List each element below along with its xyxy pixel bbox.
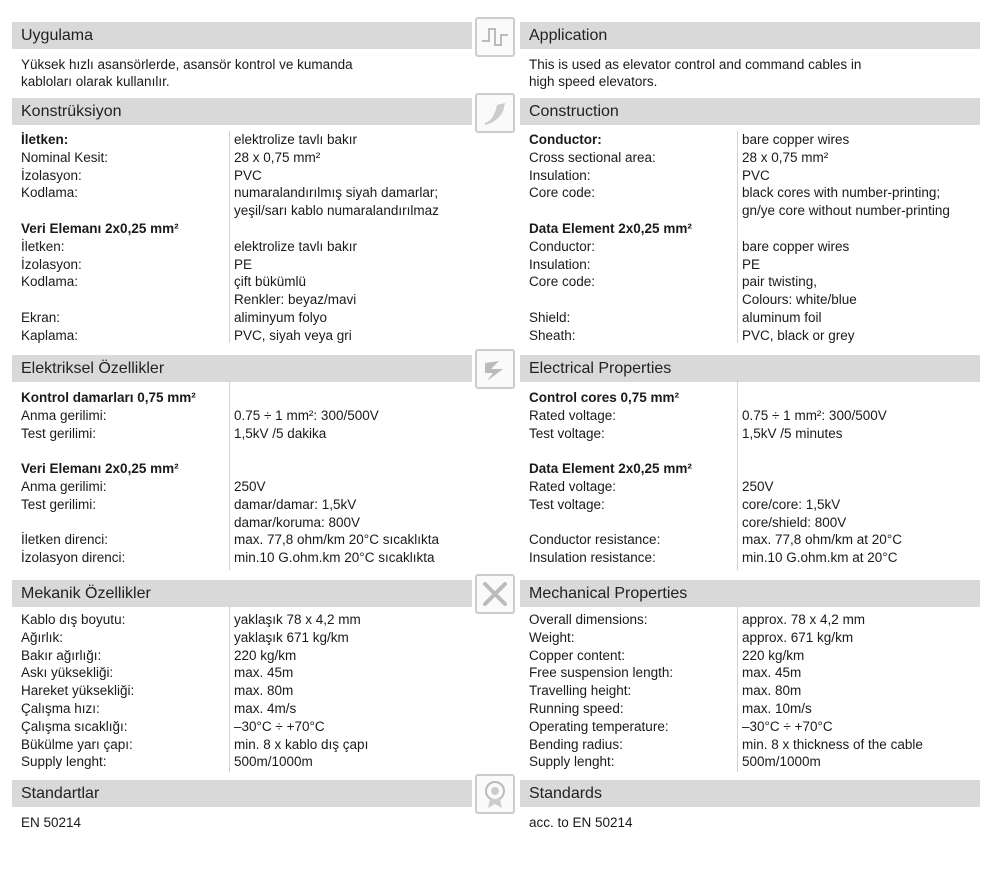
spec-label: İletken: xyxy=(21,132,69,147)
spec-row xyxy=(21,664,472,682)
spec-row xyxy=(529,753,980,771)
spec-label: Hareket yüksekliği: xyxy=(21,683,135,699)
spec-label: Çalışma sıcaklığı: xyxy=(21,718,128,734)
spec-value: max. 45m xyxy=(742,665,802,681)
spec-label: İzolasyon direnci: xyxy=(21,550,126,566)
spec-value: 1,5kV /5 dakika xyxy=(234,425,327,441)
spec-row xyxy=(529,664,980,682)
spec-row xyxy=(529,496,980,514)
spec-row xyxy=(21,736,472,754)
spec-value: yaklaşık 78 x 4,2 mm xyxy=(234,612,361,627)
spec-row xyxy=(21,273,472,291)
spec-value: 1,5kV /5 minutes xyxy=(742,425,843,441)
spec-row xyxy=(529,273,980,291)
spec-value: bare copper wires xyxy=(742,238,850,254)
spec-row xyxy=(21,700,472,718)
spec-value: damar/damar: 1,5kV xyxy=(234,496,357,512)
spec-row xyxy=(21,753,472,771)
spec-value: elektrolize tavlı bakır xyxy=(234,238,358,254)
spec-value: core/core: 1,5kV xyxy=(742,496,841,512)
text-line: This is used as elevator control and command cables in xyxy=(529,57,862,72)
divider xyxy=(737,606,738,772)
spec-label: Bakır ağırlığı: xyxy=(21,647,102,663)
spec-row xyxy=(529,478,980,496)
spec-value: damar/koruma: 800V xyxy=(234,514,361,530)
section-header: Construction xyxy=(520,98,980,125)
spec-label: Supply lenght: xyxy=(21,754,107,770)
divider xyxy=(229,131,230,343)
spec-row xyxy=(21,514,472,532)
spec-value: PVC, siyah veya gri xyxy=(234,327,352,343)
spec-row xyxy=(529,167,980,185)
spec-row xyxy=(21,629,472,647)
spec-row xyxy=(529,718,980,736)
spec-label: Core code: xyxy=(529,274,596,290)
spec-label: Insulation resistance: xyxy=(529,550,656,566)
spec-value: yeşil/sarı kablo numaralandırılmaz xyxy=(234,203,439,219)
spec-label: Conductor: xyxy=(529,238,596,254)
spec-value: max. 4m/s xyxy=(234,701,297,716)
spec-label: Anma gerilimi: xyxy=(21,479,107,494)
spec-row xyxy=(21,256,472,274)
spec-label: Kodlama: xyxy=(21,274,79,290)
spec-row xyxy=(21,549,472,567)
spec-label: Cross sectional area: xyxy=(529,149,656,165)
spec-value: Colours: white/blue xyxy=(742,292,857,308)
spec-value: max. 80m xyxy=(742,683,802,699)
spec-value: 500m/1000m xyxy=(742,754,821,770)
spec-label: İzolasyon: xyxy=(21,256,82,272)
section-header: Application xyxy=(520,22,980,49)
cable-icon xyxy=(475,93,515,133)
standards-section-en xyxy=(520,780,980,831)
spec-label: Shield: xyxy=(529,310,571,325)
spec-row xyxy=(529,291,980,309)
spec-row xyxy=(21,309,472,327)
spec-label: Insulation: xyxy=(529,167,591,183)
spec-value: çift bükümlü xyxy=(234,274,307,290)
section-header: Electrical Properties xyxy=(520,355,980,382)
spec-row xyxy=(21,149,472,167)
spec-value: bare copper wires xyxy=(742,132,850,147)
spec-row xyxy=(21,478,472,496)
spec-value: min. 8 x kablo dış çapı xyxy=(234,736,369,752)
spec-row xyxy=(529,220,980,238)
waveform-icon xyxy=(475,17,515,57)
spec-value: elektrolize tavlı bakır xyxy=(234,132,358,147)
section-header: Standartlar xyxy=(12,780,472,807)
spec-value: Renkler: beyaz/mavi xyxy=(234,292,357,308)
spec-label: Kablo dış boyutu: xyxy=(21,612,126,627)
spec-value: approx. 671 kg/km xyxy=(742,629,854,645)
spec-row xyxy=(529,629,980,647)
divider xyxy=(229,380,230,570)
spec-label: Askı yüksekliği: xyxy=(21,665,114,681)
spec-label: Veri Elemanı 2x0,25 mm² xyxy=(21,221,179,236)
spec-row xyxy=(21,407,472,425)
section-header: Elektriksel Özellikler xyxy=(12,355,472,382)
spec-label: Travelling height: xyxy=(529,683,632,699)
spec-value: 500m/1000m xyxy=(234,754,313,770)
spec-label: Kodlama: xyxy=(21,185,79,201)
spec-row xyxy=(529,131,980,149)
spec-row xyxy=(21,718,472,736)
section-header: Standards xyxy=(520,780,980,807)
spec-row xyxy=(529,736,980,754)
spec-value: 0.75 ÷ 1 mm²: 300/500V xyxy=(234,407,379,423)
spec-value: gn/ye core without number-printing xyxy=(742,203,950,219)
standards-text: EN 50214 xyxy=(21,815,82,830)
spec-row xyxy=(21,442,472,460)
spec-label: Bükülme yarı çapı: xyxy=(21,736,133,752)
spec-value: PVC xyxy=(742,167,770,183)
spec-label: İletken direnci: xyxy=(21,532,109,548)
section-header: Mechanical Properties xyxy=(520,580,980,607)
spec-label: Çalışma hızı: xyxy=(21,701,100,716)
spec-label: Conductor: xyxy=(529,132,602,147)
spec-row xyxy=(529,549,980,567)
spec-value: core/shield: 800V xyxy=(742,514,847,530)
application-text xyxy=(520,56,980,90)
electrical-section-en xyxy=(520,355,980,382)
spec-value: yaklaşık 671 kg/km xyxy=(234,629,349,645)
spec-value: min. 8 x thickness of the cable xyxy=(742,736,923,752)
spec-row xyxy=(21,647,472,665)
spec-label: Ağırlık: xyxy=(21,629,64,645)
divider xyxy=(229,606,230,772)
section-header: Konstrüksiyon xyxy=(12,98,472,125)
spec-label: Free suspension length: xyxy=(529,665,674,681)
mechanical-section-tr xyxy=(12,580,472,607)
spec-value: 0.75 ÷ 1 mm²: 300/500V xyxy=(742,407,887,423)
spec-label: Data Element 2x0,25 mm² xyxy=(529,221,692,236)
spec-value: 220 kg/km xyxy=(234,647,297,663)
spec-label: Rated voltage: xyxy=(529,479,617,494)
spec-row xyxy=(21,682,472,700)
spec-row xyxy=(21,425,472,443)
application-section-en xyxy=(520,22,980,90)
construction-section-en xyxy=(520,98,980,125)
spec-value: 28 x 0,75 mm² xyxy=(742,149,829,165)
spec-row xyxy=(21,220,472,238)
spec-value: black cores with number-printing; xyxy=(742,185,941,201)
spec-label: Operating temperature: xyxy=(529,718,669,734)
spec-value: aluminum foil xyxy=(742,310,822,325)
spec-label: Kaplama: xyxy=(21,327,79,343)
divider xyxy=(737,380,738,570)
section-header: Mekanik Özellikler xyxy=(12,580,472,607)
spec-value: pair twisting, xyxy=(742,274,818,290)
text-line: Yüksek hızlı asansörlerde, asansör kontrol ve kumanda xyxy=(21,57,353,72)
spec-label: Running speed: xyxy=(529,701,624,716)
spec-value: PE xyxy=(234,256,253,272)
spec-value: max. 80m xyxy=(234,683,294,699)
spec-row xyxy=(529,425,980,443)
construction-section-tr xyxy=(12,98,472,125)
section-header: Uygulama xyxy=(12,22,472,49)
spec-label: Veri Elemanı 2x0,25 mm² xyxy=(21,461,179,477)
spec-label: Ekran: xyxy=(21,310,61,325)
spec-label: Test voltage: xyxy=(529,425,605,441)
spec-value: max. 10m/s xyxy=(742,701,812,716)
spec-label: Anma gerilimi: xyxy=(21,407,107,423)
spec-row xyxy=(21,238,472,256)
spec-value: approx. 78 x 4,2 mm xyxy=(742,612,866,627)
spec-value: PVC, black or grey xyxy=(742,327,855,343)
spec-value: –30°C ÷ +70°C xyxy=(742,718,833,734)
tools-icon xyxy=(475,574,515,614)
spec-value: PE xyxy=(742,256,761,272)
spec-value: aliminyum folyo xyxy=(234,310,328,325)
spec-row xyxy=(529,327,980,345)
spec-row xyxy=(21,291,472,309)
spec-label: Supply lenght: xyxy=(529,754,615,770)
spec-row xyxy=(529,184,980,202)
spec-value: max. 77,8 ohm/km 20°C sıcaklıkta xyxy=(234,532,439,548)
spec-row xyxy=(529,700,980,718)
divider xyxy=(737,131,738,343)
spec-row xyxy=(21,389,472,407)
spec-value: max. 77,8 ohm/km at 20°C xyxy=(742,532,902,548)
application-section-tr xyxy=(12,22,472,90)
spec-row xyxy=(21,327,472,345)
text-line: high speed elevators. xyxy=(529,74,658,89)
spec-value: –30°C ÷ +70°C xyxy=(234,718,325,734)
spec-label: Nominal Kesit: xyxy=(21,149,109,165)
spec-value: 220 kg/km xyxy=(742,647,805,663)
spec-value: min.10 G.ohm.km 20°C sıcaklıkta xyxy=(234,550,435,566)
lightning-icon xyxy=(475,349,515,389)
spec-row xyxy=(529,531,980,549)
spec-row xyxy=(529,202,980,220)
spec-row xyxy=(529,442,980,460)
spec-label: Kontrol damarları 0,75 mm² xyxy=(21,390,196,405)
spec-row xyxy=(529,256,980,274)
spec-value: 250V xyxy=(234,479,266,494)
spec-row xyxy=(529,460,980,478)
certificate-icon xyxy=(475,774,515,814)
spec-value: 28 x 0,75 mm² xyxy=(234,149,321,165)
spec-label: İzolasyon: xyxy=(21,167,82,183)
electrical-section-tr xyxy=(12,355,472,382)
spec-row xyxy=(529,682,980,700)
spec-row xyxy=(529,647,980,665)
spec-row xyxy=(529,389,980,407)
spec-row xyxy=(529,309,980,327)
spec-label: Test voltage: xyxy=(529,496,605,512)
spec-label: Conductor resistance: xyxy=(529,532,661,548)
spec-value: min.10 G.ohm.km at 20°C xyxy=(742,550,898,566)
spec-label: Overall dimensions: xyxy=(529,612,648,627)
spec-label: Test gerilimi: xyxy=(21,496,97,512)
spec-row xyxy=(529,149,980,167)
spec-value: numaralandırılmış siyah damarlar; xyxy=(234,185,439,201)
spec-row xyxy=(21,531,472,549)
text-line: kabloları olarak kullanılır. xyxy=(21,74,170,89)
spec-row xyxy=(21,131,472,149)
spec-row xyxy=(21,167,472,185)
spec-label: Bending radius: xyxy=(529,736,623,752)
spec-label: Data Element 2x0,25 mm² xyxy=(529,461,692,477)
spec-label: Control cores 0,75 mm² xyxy=(529,390,680,405)
spec-row xyxy=(529,407,980,425)
spec-row xyxy=(21,460,472,478)
spec-label: Test gerilimi: xyxy=(21,425,97,441)
spec-label: Copper content: xyxy=(529,647,626,663)
spec-label: İletken: xyxy=(21,238,65,254)
spec-value: PVC xyxy=(234,167,262,183)
spec-row xyxy=(21,611,472,629)
spec-row xyxy=(529,611,980,629)
spec-label: Insulation: xyxy=(529,256,591,272)
mechanical-section-en xyxy=(520,580,980,607)
spec-row xyxy=(529,514,980,532)
spec-label: Core code: xyxy=(529,185,596,201)
standards-section-tr xyxy=(12,780,472,831)
spec-row xyxy=(21,496,472,514)
standards-text: acc. to EN 50214 xyxy=(529,815,633,830)
spec-value: max. 45m xyxy=(234,665,294,681)
spec-label: Rated voltage: xyxy=(529,407,617,423)
spec-row xyxy=(21,202,472,220)
spec-row xyxy=(529,238,980,256)
spec-row xyxy=(21,184,472,202)
spec-label: Weight: xyxy=(529,629,575,645)
application-text xyxy=(12,56,472,90)
spec-label: Sheath: xyxy=(529,327,576,343)
spec-value: 250V xyxy=(742,479,774,494)
